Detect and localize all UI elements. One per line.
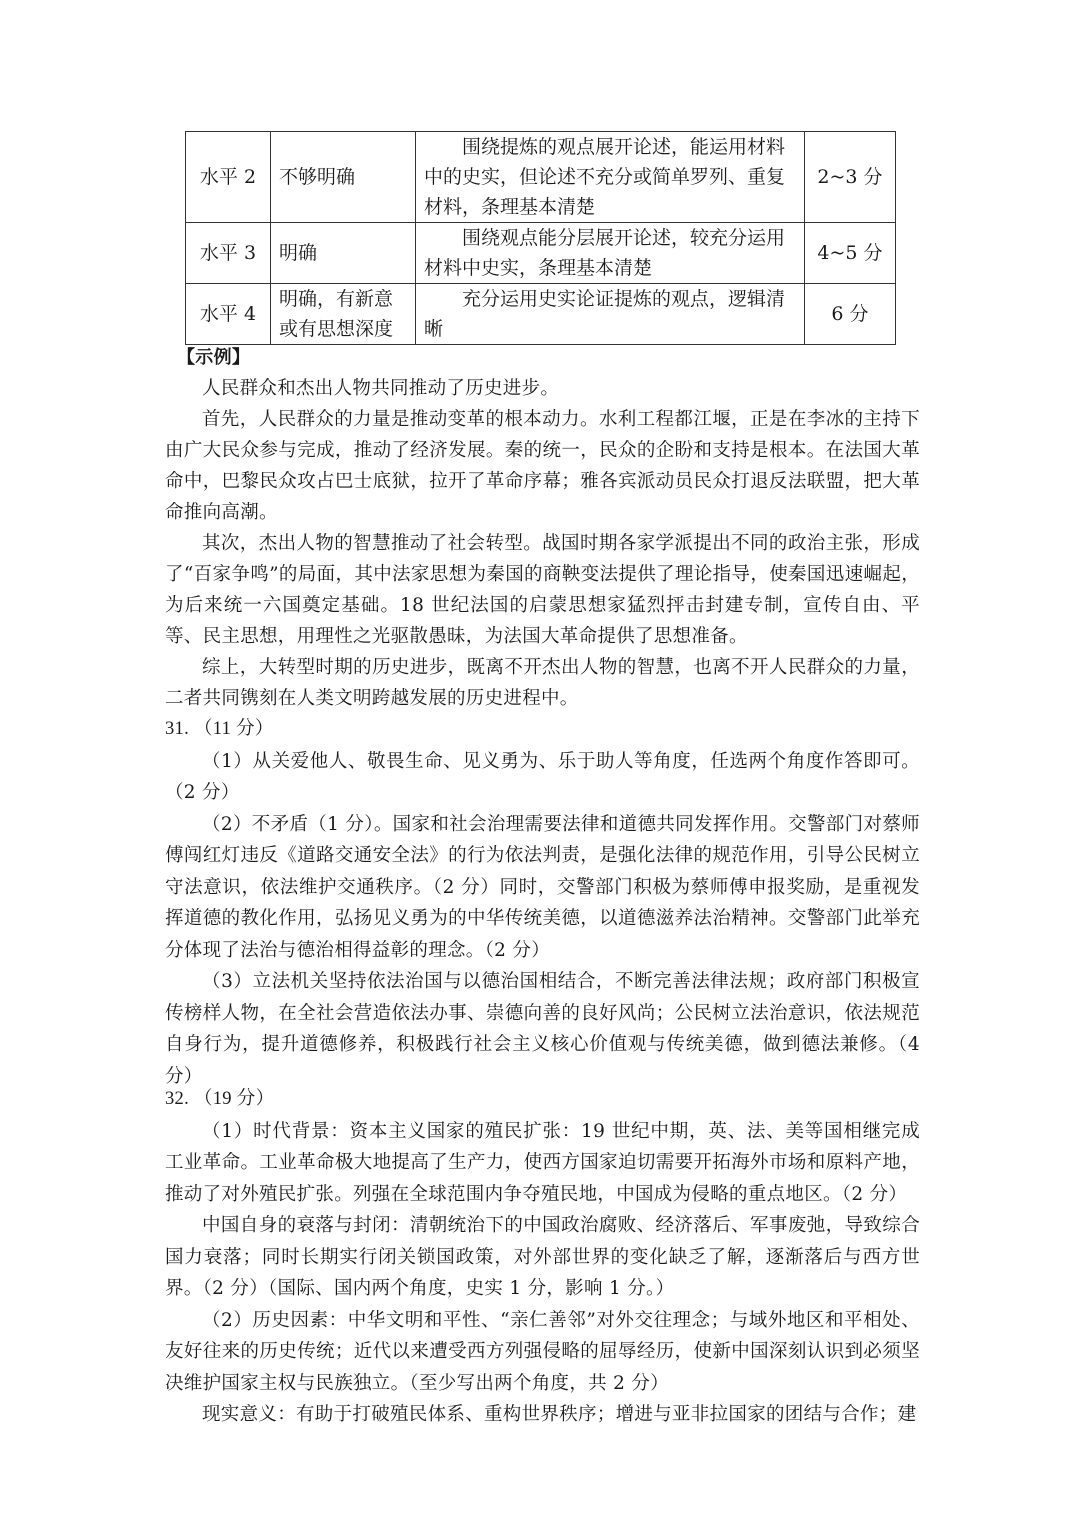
example-paragraph: 人民群众和杰出人物共同推动了历史进步。 [202,378,560,399]
points-cell: 2~3 分 [805,132,896,223]
example-paragraph: 首先，人民群众的力量是推动变革的根本动力。水利工程都江堰，正是在李冰的主持下由广大民众参与完成，推动了经济发展。秦的统一，民众的企盼和支持是根本。在法国大革命中，巴黎民众攻占巴士底狱，拉开了革命序幕；雅各宾派动员民众打退反法联盟，把大革命推向高潮。 [165,409,920,523]
table-row [186,132,896,223]
example-paragraph: 其次，杰出人物的智慧推动了社会转型。战国时期各家学派提出不同的政治主张，形成了“百家争鸣”的局面，其中法家思想为秦国的商鞅变法提供了理论指导，使秦国迅速崛起，为后来统一六国奠定基础。18 世纪法国的启蒙思想家猛烈抨击封建专制，宣传自由、平等、民主思想，用理性之光驱散愚昧，为法国大革命提供了思想准备。 [165,533,920,647]
description-cell: 围绕观点能分层展开论述，较充分运用材料中史实，条理基本清楚 [416,223,805,284]
question-32-section [165,1084,920,1431]
answer-paragraph: （1）从关爱他人、敬畏生命、见义勇为、乐于助人等角度，任选两个角度作答即可。（2 分） [165,750,920,803]
points-cell: 6 分 [805,284,896,345]
question-32-heading: 32. （19 分） [165,1089,275,1109]
scoring-rubric-table [185,131,896,345]
clarity-cell: 明确 [271,223,416,284]
question-31-section [165,714,920,1092]
table-row [186,284,896,345]
level-cell: 水平 4 [186,284,271,345]
answer-paragraph: （2）历史因素：中华文明和平性、“亲仁善邻”对外交往理念；与域外地区和平相处、友好往来的历史传统；近代以来遭受西方列强侵略的屈辱经历，使新中国深刻认识到必须坚决维护国家主权与民族独立。（至少写出两个角度，共 2 分） [165,1309,920,1394]
answer-paragraph: （2）不矛盾（1 分）。国家和社会治理需要法律和道德共同发挥作用。交警部门对蔡师傅闯红灯违反《道路交通安全法》的行为依法判责，是强化法律的规范作用，引导公民树立守法意识，依法维护交通秩序。（2 分）同时，交警部门积极为蔡师傅申报奖励，是重视发挥道德的教化作用，弘扬见义勇为的中华传统美德，以道德滋养法治精神。交警部门此举充分体现了法治与德治相得益彰的理念。（2 分） [165,813,920,961]
level-cell: 水平 2 [186,132,271,223]
example-paragraph: 综上，大转型时期的历史进步，既离不开杰出人物的智慧，也离不开人民群众的力量，二者共同镌刻在人类文明跨越发展的历史进程中。 [165,657,920,709]
answer-paragraph: 现实意义：有助于打破殖民体系、重构世界秩序；增进与亚非拉国家的团结与合作；建 [202,1404,917,1425]
description-cell: 充分运用史实论证提炼的观点，逻辑清晰 [416,284,805,345]
answer-paragraph: （3）立法机关坚持依法治国与以德治国相结合，不断完善法律法规；政府部门积极宣传榜样人物，在全社会营造依法办事、崇德向善的良好风尚；公民树立法治意识，依法规范自身行为，提升道德修养，积极践行社会主义核心价值观与传统美德，做到德法兼修。（4 分） [165,971,920,1087]
clarity-cell: 明确，有新意或有思想深度 [271,284,416,345]
answer-paragraph: 中国自身的衰落与封闭：清朝统治下的中国政治腐败、经济落后、军事废弛，导致综合国力衰落；同时长期实行闭关锁国政策，对外部世界的变化缺乏了解，逐渐落后与西方世界。（2 分）（国际、国内两个角度，史实 1 分，影响 1 分。） [165,1215,920,1299]
level-cell: 水平 3 [186,223,271,284]
example-answer-section [165,342,920,714]
question-31-heading: 31. （11 分） [165,719,274,739]
points-cell: 4~5 分 [805,223,896,284]
clarity-cell: 不够明确 [271,132,416,223]
example-title: 【示例】 [177,347,251,368]
answer-paragraph: （1）时代背景：资本主义国家的殖民扩张：19 世纪中期，英、法、美等国相继完成工业革命。工业革命极大地提高了生产力，使西方国家迫切需要开拓海外市场和原料产地，推动了对外殖民扩张。列强在全球范围内争夺殖民地，中国成为侵略的重点地区。（2 分） [165,1120,920,1205]
description-cell: 围绕提炼的观点展开论述，能运用材料中的史实，但论述不充分或简单罗列、重复材料，条理基本清楚 [416,132,805,223]
table-row [186,223,896,284]
